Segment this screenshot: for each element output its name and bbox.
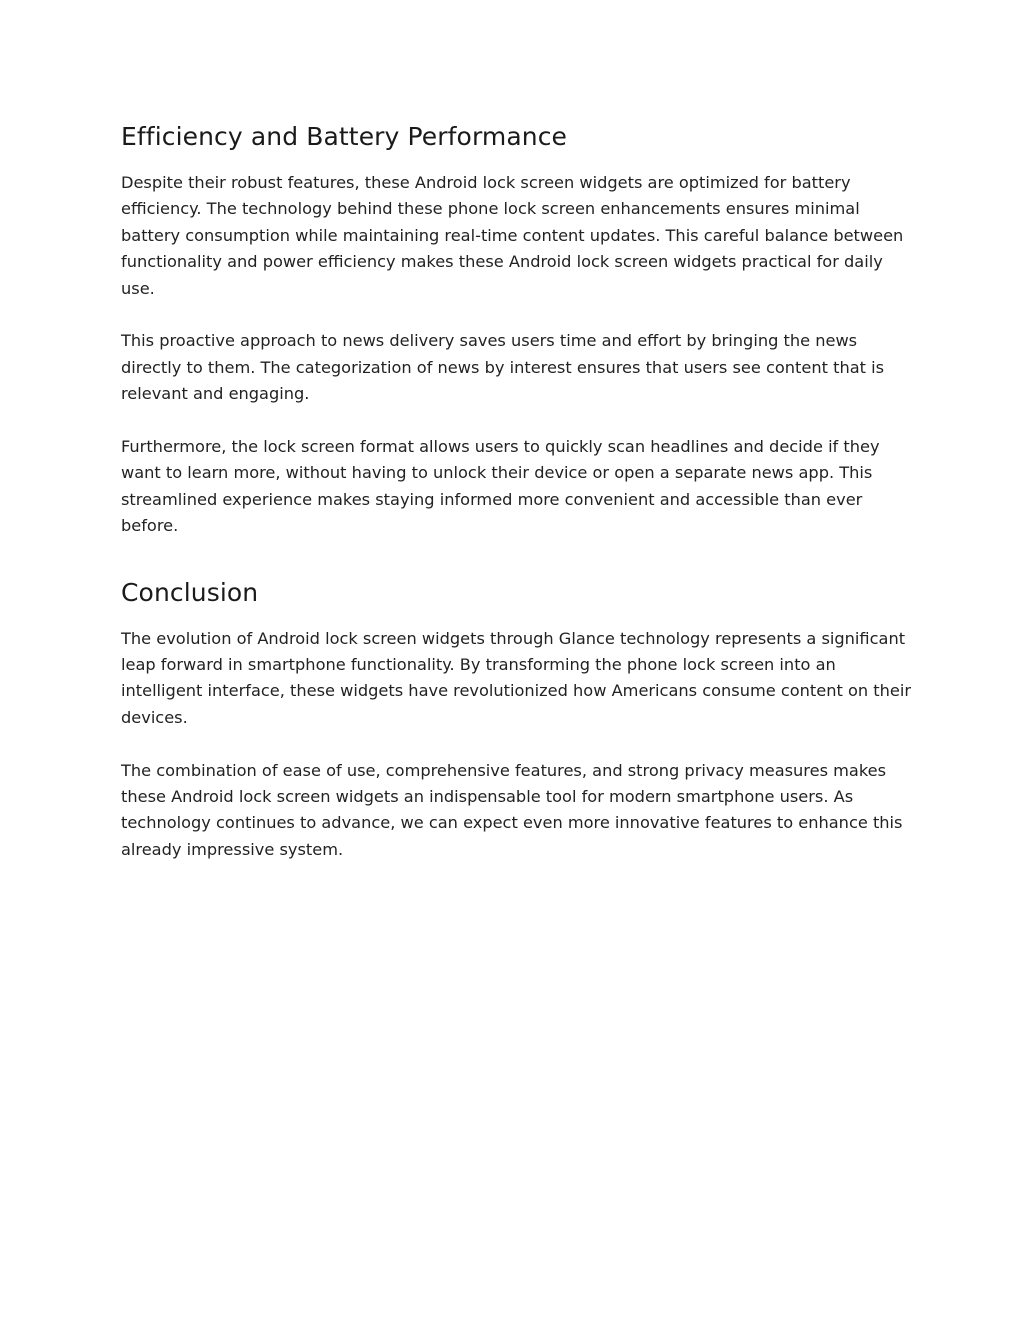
paragraph: The evolution of Android lock screen widgets through Glance technology represents a significant leap forward in smartphone functionality. By transforming the phone lock screen into an intelligent interface, these widgets have revolutionized how Americans consume content on their devices. (121, 628, 911, 727)
document-page (121, 118, 911, 863)
section-heading: Conclusion (121, 577, 259, 607)
paragraph: Furthermore, the lock screen format allows users to quickly scan headlines and decide if they want to learn more, without having to unlock their device or open a separate news app. This streamlined experience makes staying informed more convenient and accessible than ever before. (121, 437, 880, 536)
paragraph: The combination of ease of use, comprehensive features, and strong privacy measures makes these Android lock screen widgets an indispensable tool for modern smartphone users. As technology continues to advance, we can expect even more innovative features to enhance this already impressive system. (121, 760, 903, 859)
section-conclusion (121, 574, 911, 864)
paragraph: This proactive approach to news delivery saves users time and effort by bringing the news directly to them. The categorization of news by interest ensures that users see content that is relevant and engaging. (121, 331, 885, 404)
section-heading: Efficiency and Battery Performance (121, 122, 568, 151)
paragraph: Despite their robust features, these Android lock screen widgets are optimized for battery efficiency. The technology behind these phone lock screen enhancements ensures minimal battery consumption while maintaining real-time content updates. This careful balance between functionality and power efficiency makes these Android lock screen widgets practical for daily use. (121, 173, 904, 298)
section-efficiency (121, 118, 911, 540)
